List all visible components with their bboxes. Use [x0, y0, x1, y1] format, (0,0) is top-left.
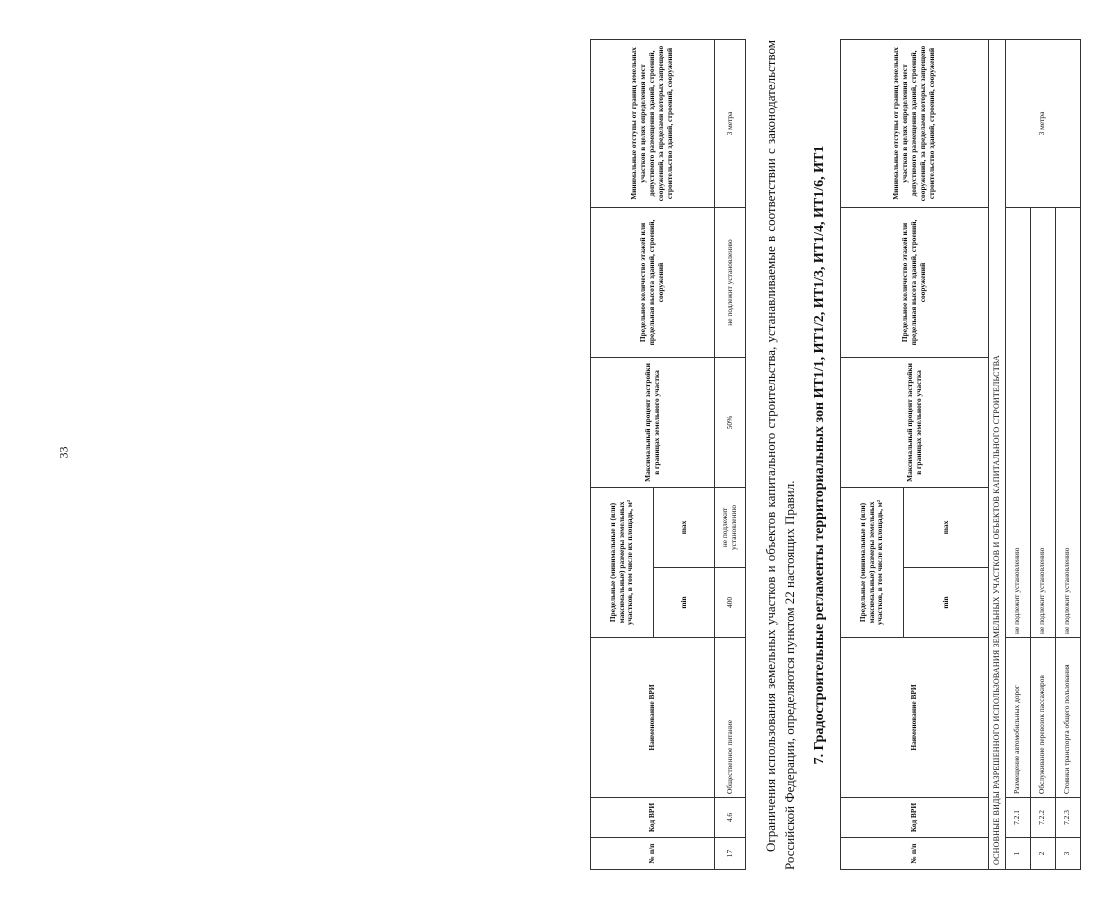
- cell-name: Обслуживание перевозок пассажиров: [1030, 638, 1055, 798]
- cell-num: 1: [1005, 838, 1030, 870]
- regulations-table-top: [590, 39, 746, 870]
- cell-num: 2: [1030, 838, 1055, 870]
- header-floors: Предельное количество этажей или предельная высота зданий, строений, сооружений: [841, 207, 989, 357]
- cell-code: 7.2.3: [1055, 798, 1080, 838]
- cell-code: 7.2.2: [1030, 798, 1055, 838]
- header-name: Наименование ВРИ: [841, 638, 989, 798]
- header-percent: Максимальный процент застройки в границах земельного участка: [591, 357, 715, 487]
- header-sizes: Предельные (минимальные и (или) максимальные) размеры земельных участков, в том числе их площадь, м²: [591, 487, 654, 637]
- header-max: max: [904, 487, 989, 567]
- cell-value: не подлежит установлению: [1055, 207, 1080, 637]
- cell-code: 7.2.1: [1005, 798, 1030, 838]
- cell-name: Общественное питание: [715, 638, 746, 798]
- header-min: min: [904, 568, 989, 638]
- cell-max: не подлежит установлению: [715, 487, 746, 567]
- paragraph-text: Ограничения использования земельных участков и объектов капитального строительства, устанавливаемые в соответствии с законодательством Российской Федерации, определяются пунктом 22 настоящих Правил.: [763, 40, 797, 870]
- header-floors: Предельное количество этажей или предельная высота зданий, строений, сооружений: [591, 207, 715, 357]
- header-num: № п/п: [841, 838, 989, 870]
- header-num: № п/п: [591, 838, 715, 870]
- header-code: Код ВРИ: [591, 798, 715, 838]
- cell-floors: не подлежит установлению: [715, 207, 746, 357]
- cell-name: Стоянки транспорта общего пользования: [1055, 638, 1080, 798]
- header-code: Код ВРИ: [841, 798, 989, 838]
- cell-code: 4.6: [715, 798, 746, 838]
- header-sizes: Предельные (минимальные и (или) максимальные) размеры земельных участков, в том числе их площадь, м²: [841, 487, 904, 637]
- header-name: Наименование ВРИ: [591, 638, 715, 798]
- header-setback: Минимальные отступы от границ земельных участков в целях определения мест допустимого размещения зданий, строений, сооружений, за пределами которых запрещено строительство зданий, строений, сооружений: [591, 39, 715, 207]
- cell-percent: 50%: [715, 357, 746, 487]
- cell-min: 400: [715, 568, 746, 638]
- cell-name: Размещение автомобильных дорог: [1005, 638, 1030, 798]
- cell-num: 3: [1055, 838, 1080, 870]
- page-number-text: 33: [56, 446, 71, 458]
- table-row: [1005, 39, 1030, 869]
- section-heading: 7. Градостроительные регламенты территориальных зон ИТ1/1, ИТ1/2, ИТ1/3, ИТ1/4, ИТ1/6, ИТ1: [812, 145, 827, 765]
- section-title: ОСНОВНЫЕ ВИДЫ РАЗРЕШЕННОГО ИСПОЛЬЗОВАНИЯ ЗЕМЕЛЬНЫХ УЧАСТКОВ И ОБЪЕКТОВ КАПИТАЛЬНОГО СТРОИТЕЛЬСТВА: [989, 39, 1006, 869]
- cell-setback: 3 метра: [1005, 39, 1080, 207]
- page-number: [55, 422, 73, 482]
- cell-value: не подлежит установлению: [1030, 207, 1055, 637]
- cell-num: 17: [715, 838, 746, 870]
- header-max: max: [654, 487, 715, 567]
- cell-setback: 3 метра: [715, 39, 746, 207]
- regulations-table-bottom: [840, 39, 1081, 870]
- table-row: [715, 39, 746, 869]
- section-row: [989, 39, 1006, 869]
- cell-value: не подлежит установлению: [1005, 207, 1030, 637]
- rotated-page-content: [590, 40, 1100, 870]
- header-min: min: [654, 568, 715, 638]
- header-setback: Минимальные отступы от границ земельных участков в целях определения мест допустимого размещения зданий, строений, сооружений, за пределами которых запрещено строительство зданий, строений, сооружений: [841, 39, 989, 207]
- restrictions-paragraph: [762, 40, 800, 870]
- header-percent: Максимальный процент застройки в границах земельного участка: [841, 357, 989, 487]
